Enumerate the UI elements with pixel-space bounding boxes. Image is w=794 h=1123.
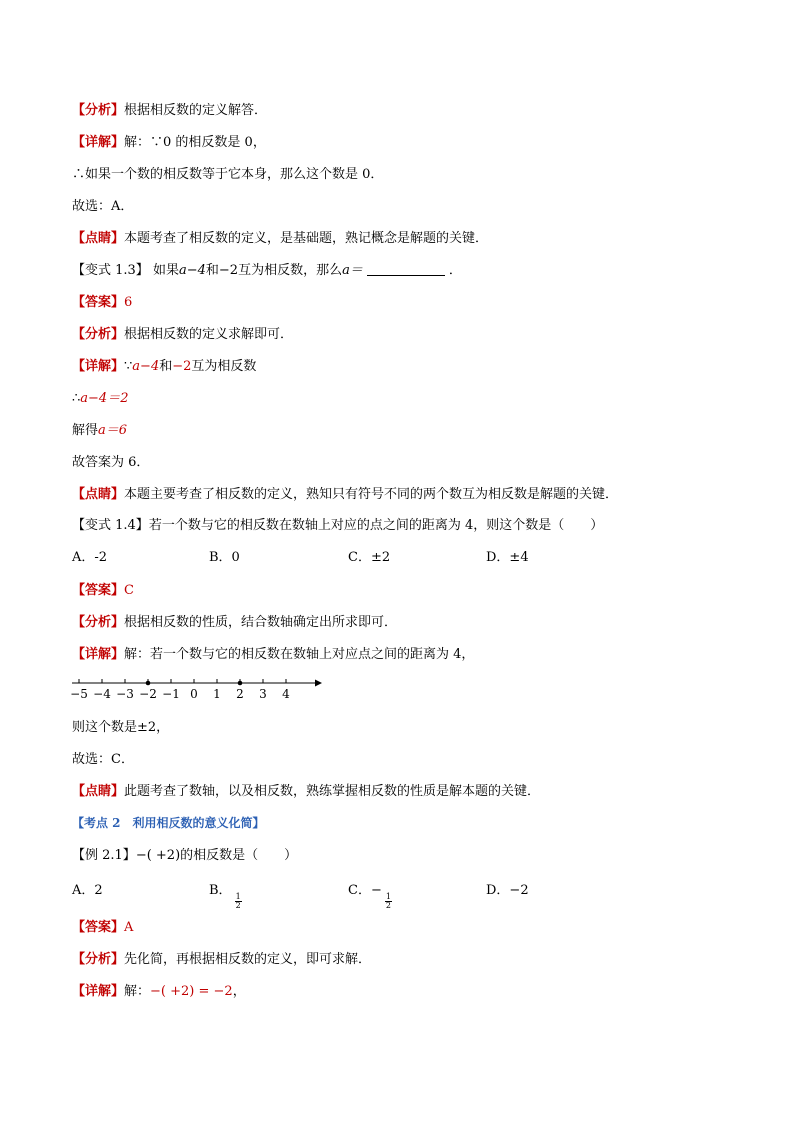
question-1-4 [72, 517, 603, 535]
comment-tag: 【点睛】 [72, 231, 125, 246]
analysis-line [72, 614, 397, 632]
comment-tag: 【点睛】 [72, 784, 125, 799]
therefore-line: ∴如果一个数的相反数等于它本身，那么这个数是 0． [72, 167, 384, 182]
arrow-right-icon [315, 680, 322, 687]
fraction [235, 893, 242, 910]
fraction-numerator: 1 [235, 892, 241, 901]
comment-tag: 【点睛】 [72, 487, 125, 502]
number-line-point [146, 681, 151, 686]
comment-line [72, 230, 488, 248]
answer-value: C [124, 583, 134, 598]
answer-blank [367, 263, 445, 276]
number-line-tick-label: −3 [116, 687, 134, 701]
comment-text: 本题主要考查了相反数的定义，熟知只有符号不同的两个数互为相反数是解题的关键． [124, 487, 619, 502]
number-line-point [238, 681, 243, 686]
analysis-tag: 【分析】 [72, 327, 125, 342]
number-line-tick-label: −1 [162, 687, 180, 701]
option-b [209, 882, 242, 910]
option-c: C．±2 [348, 550, 391, 565]
detail-text: 解：∵0 的相反数是 0， [124, 135, 266, 150]
comment-text: 此题考查了数轴，以及相反数，熟练掌握相反数的性质是解本题的关键． [124, 784, 541, 799]
math-expr: a＝6 [98, 423, 128, 438]
choice-line: 故选：A． [72, 199, 134, 214]
answer-line [72, 294, 132, 312]
answer-tag: 【答案】 [72, 920, 125, 935]
fraction [385, 893, 392, 910]
analysis-tag: 【分析】 [72, 952, 125, 967]
math-expr: −( +2) = −2 [150, 984, 233, 999]
question-label: 【变式 1.4】 [72, 518, 149, 533]
math-expr: −2 [218, 263, 239, 278]
number-line [72, 674, 332, 704]
answer-line [72, 919, 133, 937]
detail-line [72, 358, 256, 376]
number-line-tick-label: 0 [190, 687, 198, 701]
answer-tag: 【答案】 [72, 583, 125, 598]
number-line-tick-label: 3 [259, 687, 267, 701]
question-text: 若一个数与它的相反数在数轴上对应的点之间的距离为 4，则这个数是（ ） [148, 518, 604, 533]
step-line [72, 390, 128, 408]
answer-value: A [124, 920, 134, 935]
detail-text: 解： [124, 984, 151, 999]
question-label: 【变式 1.3】 [72, 263, 149, 278]
number-line-tick-label: −2 [139, 687, 157, 701]
question-text: 互为相反数，那么 [238, 263, 343, 278]
detail-line [72, 983, 246, 1001]
final-answer-line: 故答案为 6． [72, 455, 150, 470]
number-line-tick-label: 4 [282, 687, 290, 701]
option-a: A．-2 [72, 550, 108, 565]
answer-value: 6 [124, 295, 133, 310]
detail-tag: 【详解】 [72, 647, 125, 662]
step-line [72, 422, 127, 440]
question-text: ． [448, 263, 462, 278]
choice-line: 故选：C． [72, 752, 134, 767]
detail-tag: 【详解】 [72, 984, 125, 999]
math-expr: a−4 [132, 359, 160, 374]
analysis-tag: 【分析】 [72, 615, 125, 630]
question-text: 的相反数是（ ） [180, 848, 298, 863]
analysis-text: 根据相反数的性质，结合数轴确定出所求即可． [124, 615, 398, 630]
number-line-tick-label: −5 [70, 687, 88, 701]
question-1-3 [72, 262, 462, 280]
number-line-ticks [70, 679, 290, 701]
detail-text: ∵ [124, 359, 133, 374]
analysis-tag: 【分析】 [72, 103, 125, 118]
analysis-text: 根据相反数的定义求解即可． [124, 327, 294, 342]
answer-line [72, 582, 134, 600]
detail-tag: 【详解】 [72, 135, 125, 150]
detail-line [72, 134, 266, 152]
math-expr: a−4＝2 [80, 391, 129, 406]
comment-line [72, 783, 540, 801]
comment-text: 本题考查了相反数的定义，是基础题，熟记概念是解题的关键． [124, 231, 489, 246]
example-label: 【例 2.1】 [72, 848, 136, 863]
analysis-text: 根据相反数的定义解答． [124, 103, 268, 118]
fraction-denominator: 2 [235, 901, 241, 910]
option-b: B．0 [209, 550, 240, 565]
option-d: D．±4 [486, 550, 529, 565]
question-text: 如果 [152, 263, 179, 278]
analysis-text: 先化简，再根据相反数的定义，即可求解． [124, 952, 372, 967]
detail-text: 和 [159, 359, 173, 374]
analysis-line [72, 951, 371, 969]
example-2-1 [72, 847, 297, 865]
section-heading: 【考点 2 利用相反数的意义化简】 [72, 816, 265, 830]
number-line-tick-label: −4 [93, 687, 111, 701]
step-text: ∴ [72, 391, 81, 406]
detail-text: 解：若一个数与它的相反数在数轴上对应点之间的距离为 4， [124, 647, 475, 662]
math-expr: −( +2) [135, 848, 181, 863]
analysis-line [72, 102, 267, 120]
detail-text: 互为相反数 [191, 359, 257, 374]
analysis-line [72, 326, 293, 344]
result-line: 则这个数是±2， [72, 720, 170, 735]
step-text: 解得 [72, 423, 99, 438]
math-expr: −2 [172, 359, 192, 374]
answer-tag: 【答案】 [72, 295, 125, 310]
question-text: 和 [205, 263, 219, 278]
number-line-tick-label: 1 [213, 687, 221, 701]
fraction-denominator: 2 [385, 901, 391, 910]
detail-text: ， [232, 984, 246, 999]
detail-tag: 【详解】 [72, 359, 125, 374]
option-label: C．− [348, 883, 382, 898]
detail-line [72, 646, 474, 664]
option-c [348, 882, 392, 910]
math-expr: a＝ [342, 263, 363, 278]
comment-line [72, 486, 618, 504]
option-label: B． [209, 883, 232, 898]
fraction-numerator: 1 [385, 892, 391, 901]
number-line-tick-label: 2 [236, 687, 244, 701]
option-d: D．−2 [486, 883, 529, 898]
option-a: A．2 [72, 883, 103, 898]
math-expr: a−4 [178, 263, 206, 278]
